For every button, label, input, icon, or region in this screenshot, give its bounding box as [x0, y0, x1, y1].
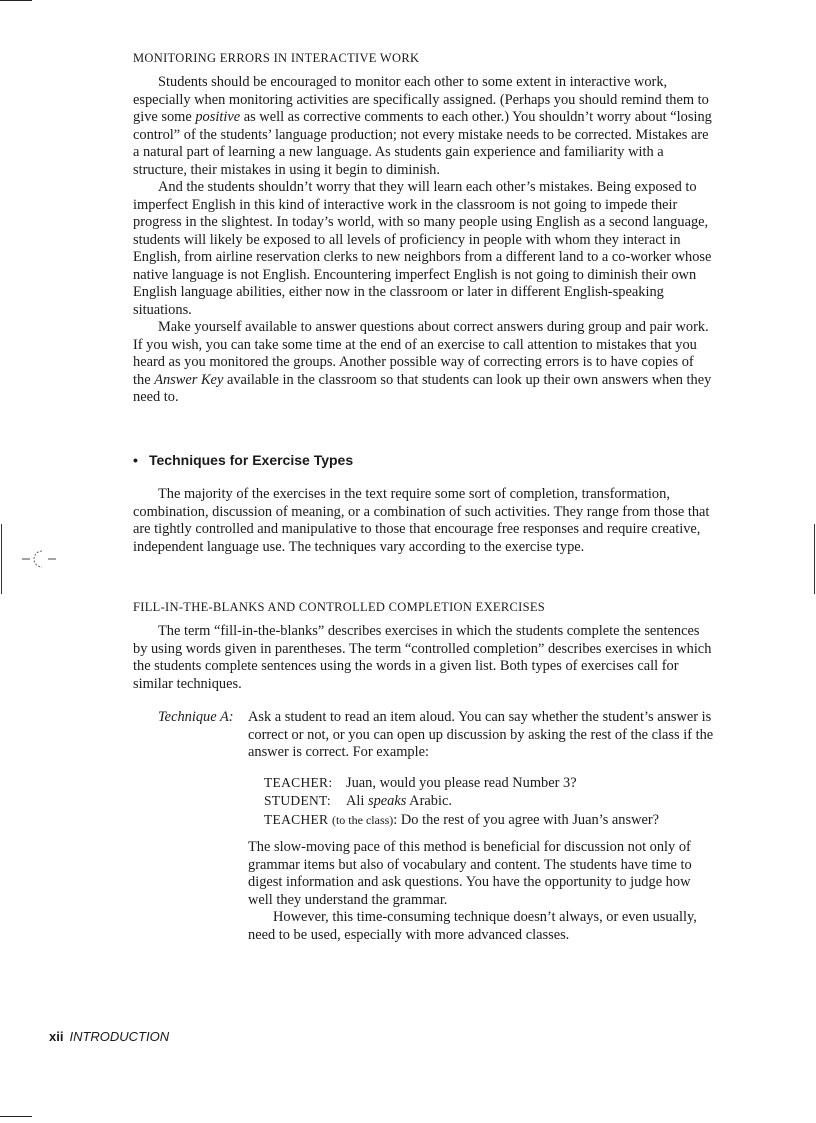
crop-mark-bottom — [0, 1116, 32, 1117]
technique-label: Technique A: — [158, 709, 234, 725]
technique-body — [248, 709, 718, 944]
section-heading-fill-in-the-blanks: FILL-IN-THE-BLANKS AND CONTROLLED COMPLETION EXERCISES — [133, 600, 546, 614]
paragraph: However, this time-consuming technique doesn’t always, or even usually, need to be used, especially with more advanced classes. — [248, 909, 697, 943]
section-heading-monitoring-errors: MONITORING ERRORS IN INTERACTIVE WORK — [133, 51, 420, 65]
dialogue-line: TEACHER (to the class): Do the rest of you agree with Juan’s answer? — [264, 811, 660, 828]
paragraph: Students should be encouraged to monitor each other to some extent in interactive work, especially when monitoring activities are specifically assigned. (Perhaps you should remind them to give some positive as well as corrective comments to each other.) You shouldn’t worry about “losing control” of the students’ language production; not every mistake needs to be corrected. Mistakes are a natural part of learning a new language. As students gain experience and familiarity with a structure, their mistakes in using it begin to diminish. — [133, 74, 712, 178]
page-number: xii — [49, 1029, 64, 1044]
dialogue-line: STUDENT: Ali speaks Arabic. — [264, 793, 452, 809]
page-footer — [49, 1029, 169, 1044]
registration-mark-icon — [22, 547, 56, 571]
margin-rule-right — [814, 524, 815, 594]
section-fill-in-blanks-body — [133, 623, 713, 693]
paragraph: The slow-moving pace of this method is beneficial for discussion not only of grammar items but also of vocabulary and content. The students have time to digest information and ask questions. You have the opportunity to judge how well they understand the grammar. — [248, 839, 692, 908]
paragraph: The majority of the exercises in the text require some sort of completion, transformation, combination, discussion of meaning, or a combination of such activities. They range from those that are tightly controlled and manipulative to those that encourage free responses and require creative, independent language use. The techniques vary according to the exercise type. — [133, 486, 710, 555]
paragraph: And the students shouldn’t worry that they will learn each other’s mistakes. Being exposed to imperfect English in this kind of interactive work in the classroom is not going to impede their progress in the slightest. In today’s world, with so many people using English as a second language, students will likely be exposed to all levels of proficiency in people with whom they interact in English, from airline reservation clerks to new neighbors from a different land to a co-worker whose native language is not English. Encountering imperfect English is not going to diminish their own English language abilities, either now in the classroom or later in different English-speaking situations. — [133, 179, 712, 318]
margin-rule-left — [1, 524, 2, 594]
example-dialogue — [264, 774, 718, 830]
section-techniques-body — [133, 486, 713, 556]
paragraph: The term “fill-in-the-blanks” describes exercises in which the students complete the sentences by using words given in parentheses. The term “controlled completion” describes exercises in which the students complete sentences using the words in a given list. Both types of exercises call for similar techniques. — [133, 623, 712, 692]
dialogue-line: TEACHER: Juan, would you please read Number 3? — [264, 774, 577, 791]
bullet-icon: • — [133, 452, 138, 468]
section-heading-techniques: • Techniques for Exercise Types — [133, 452, 354, 468]
running-footer-title: INTRODUCTION — [69, 1029, 170, 1044]
paragraph: Make yourself available to answer questions about correct answers during group and pair work. If you wish, you can take some time at the end of an exercise to call attention to mistakes that you heard as you monitored the groups. Another possible way of correcting errors is to have copies of the Answer Key available in the classroom so that students can look up their own answers when they need to. — [133, 319, 712, 405]
section-monitoring-errors-body — [133, 74, 713, 407]
crop-mark-top — [0, 0, 32, 1]
paragraph: Ask a student to read an item aloud. You can say whether the student’s answer is correct or not, or you can open up discussion by asking the rest of the class if the answer is correct. For example: — [248, 709, 714, 760]
